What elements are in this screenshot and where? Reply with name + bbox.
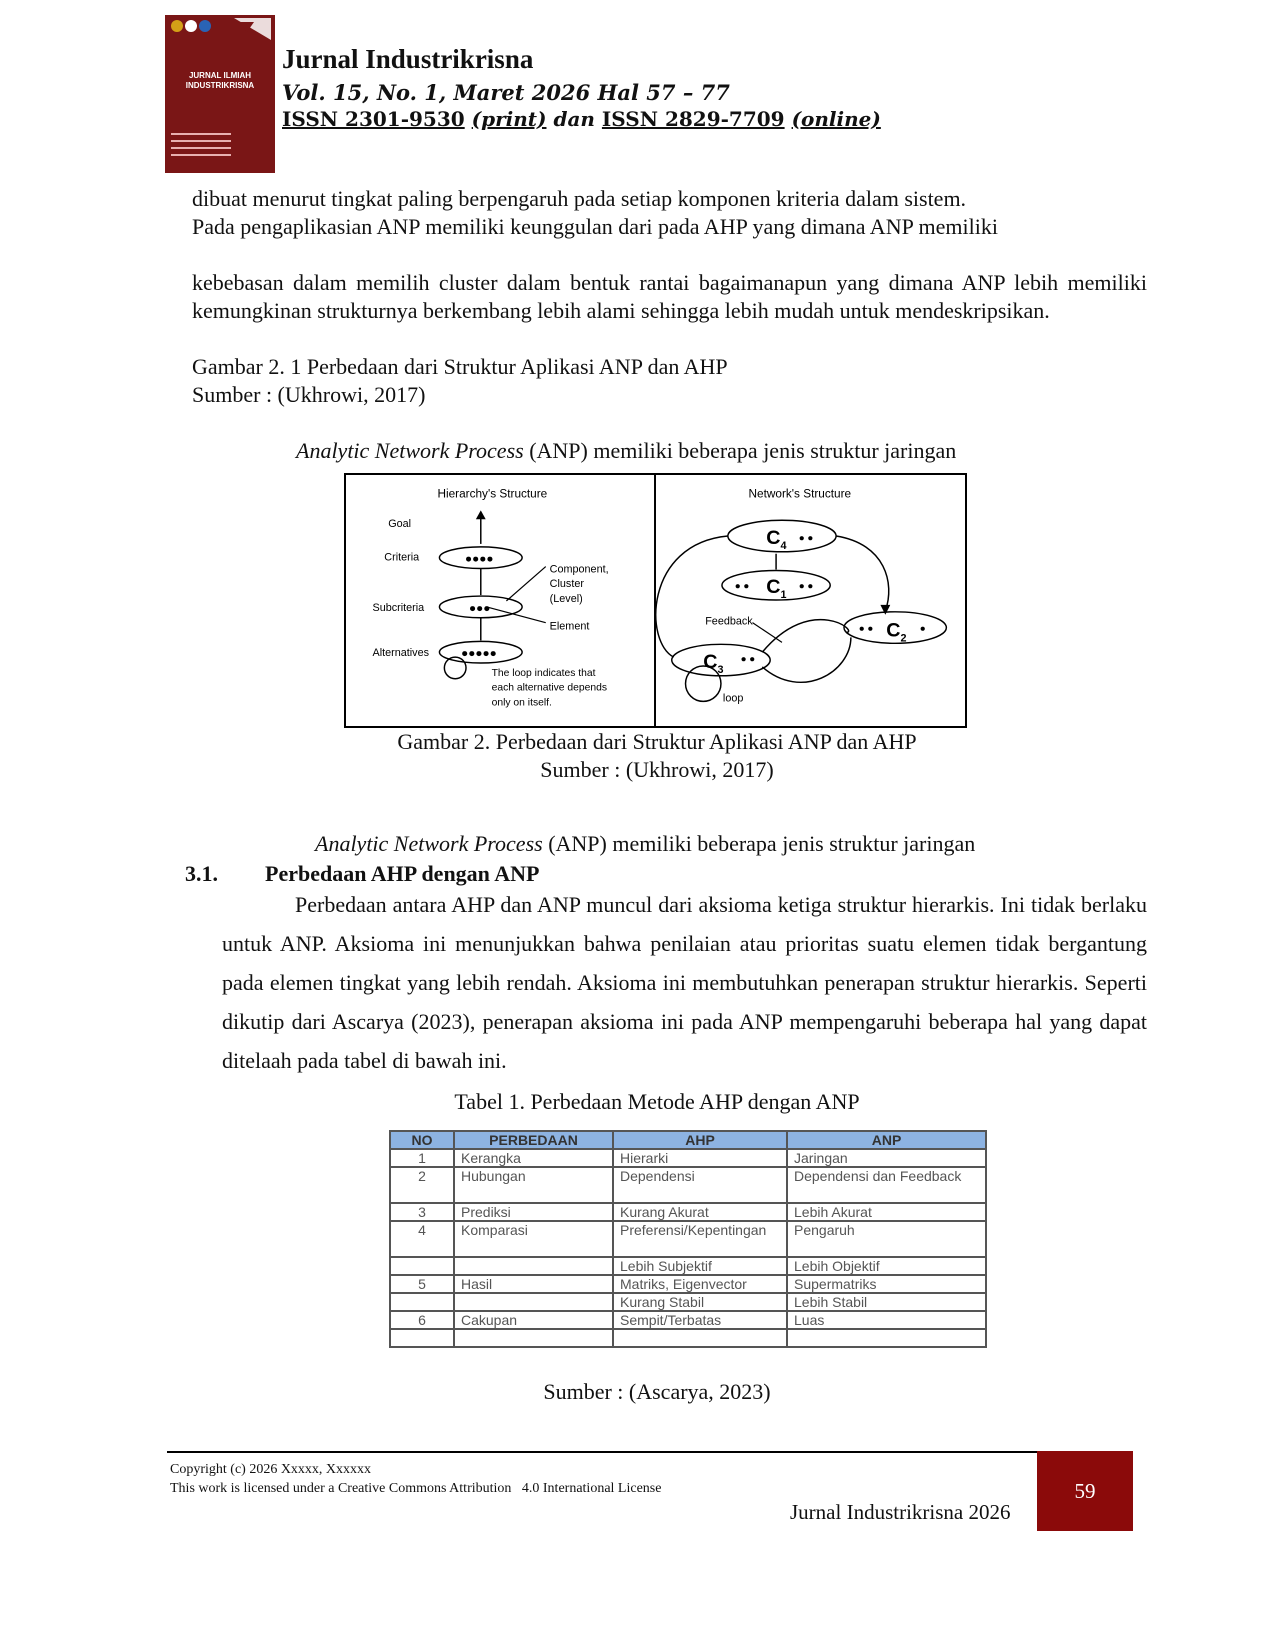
subcriteria-label: Subcriteria: [372, 601, 425, 614]
component-label-1: Component,: [549, 563, 609, 576]
table-header-perbedaan: PERBEDAAN: [454, 1131, 613, 1149]
table-cell: Matriks, Eigenvector: [613, 1275, 787, 1293]
svg-text:● ●: ● ●: [734, 581, 750, 593]
loop-note-3: only on itself.: [491, 697, 552, 709]
table-row: [390, 1257, 986, 1275]
c3-label: C: [703, 650, 718, 673]
table-cell: Jaringan: [787, 1149, 986, 1167]
criteria-label: Criteria: [384, 551, 420, 564]
table-row: [390, 1329, 986, 1347]
c1-sub: 1: [780, 589, 787, 602]
body-line-2: Pada pengaplikasian ANP memiliki keunggulan dari pada AHP yang dimana ANP memiliki: [192, 214, 998, 239]
table-cell: 5: [390, 1275, 454, 1293]
table-row: [390, 1275, 986, 1293]
table-cell: [454, 1293, 613, 1311]
table-cell: Prediksi: [454, 1203, 613, 1221]
goal-label: Goal: [388, 518, 412, 531]
page-number: 59: [1037, 1451, 1133, 1531]
svg-text:● ●: ● ●: [798, 532, 814, 544]
loop-note-1: The loop indicates that: [491, 667, 596, 679]
table-cell: [613, 1329, 787, 1347]
table-cell: [390, 1293, 454, 1311]
table-cell: [454, 1257, 613, 1275]
issn-print[interactable]: ISSN 2301-9530: [282, 107, 465, 131]
right-title: Network's Structure: [748, 486, 852, 501]
feedback-label: Feedback: [705, 615, 753, 628]
table-cell: Hubungan: [454, 1167, 613, 1203]
table-row: [390, 1203, 986, 1221]
table-cell: Supermatriks: [787, 1275, 986, 1293]
table-row: [390, 1149, 986, 1167]
table-header-row: [390, 1131, 986, 1149]
table-cell: Sempit/Terbatas: [613, 1311, 787, 1329]
body-paragraph-2: kebebasan dalam memilih cluster dalam bentuk rantai bagaimanapun yang dimana ANP lebih memiliki kemungkinan strukturnya berkembang lebih alami sehingga lebih mudah untuk mendeskripsikan.: [192, 270, 1147, 323]
svg-text:● ●: ● ●: [740, 654, 756, 666]
c4-label: C: [766, 526, 781, 549]
table-cell: [390, 1257, 454, 1275]
figure-caption: Gambar 2. Perbedaan dari Struktur Aplikasi ANP dan AHP: [397, 729, 917, 754]
svg-text:●●●●●: ●●●●●: [461, 646, 497, 661]
footer-copyright: Copyright (c) 2026 Xxxxx, Xxxxxx: [170, 1462, 372, 1477]
anp-italic-2: Analytic Network Process: [315, 831, 543, 856]
table-header-anp: ANP: [787, 1131, 986, 1149]
table-cell: Cakupan: [454, 1311, 613, 1329]
alternatives-label: Alternatives: [372, 647, 430, 660]
table-cell: 6: [390, 1311, 454, 1329]
footer-journal-year: Jurnal Industrikrisna 2026: [790, 1500, 1011, 1524]
table-cell: Preferensi/Kepentingan: [613, 1221, 787, 1257]
svg-text:● ●: ● ●: [798, 581, 814, 593]
loop-label: loop: [722, 692, 744, 705]
c3-sub: 3: [717, 663, 724, 676]
section-paragraph: Perbedaan antara AHP dan ANP muncul dari aksioma ketiga struktur hierarkis. Ini tidak berlaku untuk ANP. Aksioma ini menunjukkan bahwa penilaian atau prioritas suatu elemen tidak bergantung pada elemen tingkat yang lebih rendah. Aksioma ini membutuhkan penerapan struktur hierarkis. Seperti dikutip dari Ascarya (2023), penerapan aksioma ini pada ANP mempengaruhi beberapa hal yang dapat ditelaah pada tabel di bawah ini.: [222, 892, 1147, 1073]
cover-logos-icon: [169, 18, 271, 40]
element-label: Element: [549, 620, 590, 633]
structure-figure: [344, 473, 967, 728]
figure-source-draft: Sumber : (Ukhrowi, 2017): [192, 382, 426, 407]
issn-and: dan: [553, 107, 595, 131]
table-caption: Tabel 1. Perbedaan Metode AHP dengan ANP: [454, 1089, 860, 1114]
table-cell: 2: [390, 1167, 454, 1203]
table-cell: Pengaruh: [787, 1221, 986, 1257]
section-number: 3.1.: [185, 861, 218, 886]
anp-italic: Analytic Network Process: [296, 438, 524, 463]
figure-caption-draft: Gambar 2. 1 Perbedaan dari Struktur Aplikasi ANP dan AHP: [192, 354, 728, 379]
table-source: Sumber : (Ascarya, 2023): [543, 1379, 771, 1404]
cover-lines: [171, 133, 231, 161]
table-cell: 4: [390, 1221, 454, 1257]
journal-cover-thumbnail: [165, 15, 275, 173]
issn-online-label: (online): [791, 107, 881, 131]
body-line-1: dibuat menurut tingkat paling berpengaruh pada setiap komponen kriteria dalam sistem.: [192, 186, 967, 211]
figure-source: Sumber : (Ukhrowi, 2017): [540, 757, 774, 782]
table-header-no: NO: [390, 1131, 454, 1149]
table-cell: Lebih Subjektif: [613, 1257, 787, 1275]
issn-print-label: (print): [471, 107, 547, 131]
component-label-3: (Level): [549, 592, 583, 605]
table-cell: Kurang Akurat: [613, 1203, 787, 1221]
table-cell: 3: [390, 1203, 454, 1221]
table-cell: Dependensi dan Feedback: [787, 1167, 986, 1203]
journal-name: Jurnal Industrikrisna: [282, 44, 534, 74]
journal-volume: Vol. 15, No. 1, Maret 2026 Hal 57 – 77: [282, 80, 730, 105]
svg-text:● ●: ● ●: [858, 623, 874, 635]
table-row: [390, 1221, 986, 1257]
table-cell: Kerangka: [454, 1149, 613, 1167]
table-cell: [454, 1329, 613, 1347]
svg-text:C4: [766, 527, 786, 552]
svg-text:C2: [886, 619, 906, 644]
table-cell: Lebih Stabil: [787, 1293, 986, 1311]
c2-label: C: [886, 619, 901, 642]
footer-divider: [167, 1451, 1037, 1453]
component-label-2: Cluster: [549, 578, 584, 591]
c1-label: C: [766, 576, 781, 599]
anp-structure-line-1: [296, 437, 956, 465]
table-cell: [787, 1329, 986, 1347]
table-row: [390, 1167, 986, 1203]
footer-license[interactable]: This work is licensed under a Creative Commons Attribution 4.0 International License: [170, 1481, 662, 1496]
journal-issn: [282, 107, 881, 131]
section-title: Perbedaan AHP dengan ANP: [265, 861, 540, 886]
svg-text:●●●: ●●●: [468, 600, 491, 615]
left-title: Hierarchy's Structure: [437, 486, 548, 501]
table-cell: Dependensi: [613, 1167, 787, 1203]
table-row: [390, 1293, 986, 1311]
table-header-ahp: AHP: [613, 1131, 787, 1149]
svg-text:C3: [703, 651, 723, 676]
issn-online[interactable]: ISSN 2829-7709: [601, 107, 785, 131]
table-cell: Kurang Stabil: [613, 1293, 787, 1311]
c2-sub: 2: [900, 632, 907, 645]
svg-text:C1: [766, 576, 786, 601]
table-cell: [390, 1329, 454, 1347]
anp-rest-2: (ANP) memiliki beberapa jenis struktur jaringan: [542, 831, 976, 856]
table-cell: Lebih Objektif: [787, 1257, 986, 1275]
anp-structure-line-2: [315, 830, 975, 858]
table-cell: Hasil: [454, 1275, 613, 1293]
comparison-table: [389, 1130, 987, 1348]
anp-rest: (ANP) memiliki beberapa jenis struktur jaringan: [523, 438, 957, 463]
table-cell: Hierarki: [613, 1149, 787, 1167]
svg-text:●: ●: [919, 623, 926, 635]
table-cell: Luas: [787, 1311, 986, 1329]
table-row: [390, 1311, 986, 1329]
cover-title: JURNAL ILMIAH INDUSTRIKRISNA: [185, 71, 255, 90]
loop-note-2: each alternative depends: [491, 682, 608, 694]
table-cell: Komparasi: [454, 1221, 613, 1257]
c4-sub: 4: [780, 539, 787, 552]
table-cell: Lebih Akurat: [787, 1203, 986, 1221]
table-cell: 1: [390, 1149, 454, 1167]
structure-diagram: [346, 475, 965, 726]
svg-text:●●●●: ●●●●: [465, 551, 494, 566]
